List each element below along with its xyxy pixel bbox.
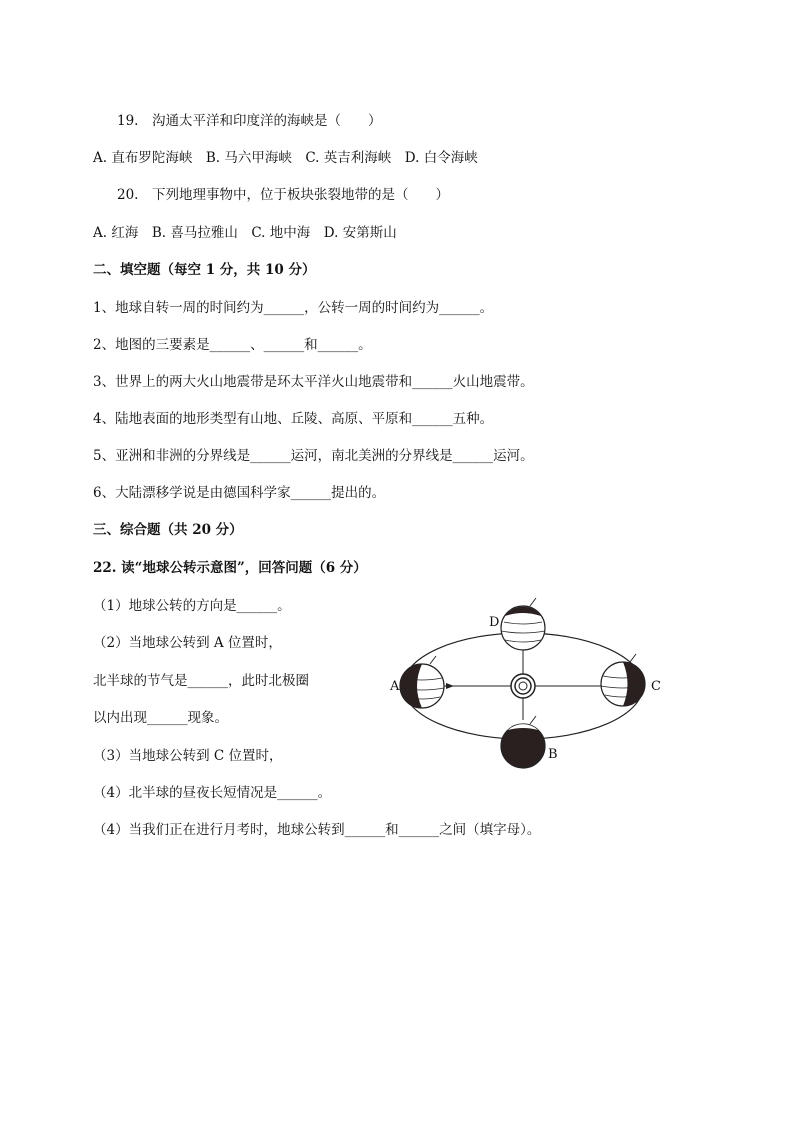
q19-text: 19. 沟通太平洋和印度洋的海峡是（ ） [117, 113, 382, 129]
label-b: B [548, 747, 558, 762]
fill-item-3: 3、世界上的两大火山地震带是环太平洋火山地震带和______火山地震带。 [93, 374, 534, 390]
fill-item-6: 6、大陆漂移学说是由德国科学家______提出的。 [93, 485, 386, 501]
earth-position-d [501, 598, 545, 650]
earth-revolution-diagram [380, 598, 670, 776]
q19-options: A. 直布罗陀海峡 B. 马六甲海峡 C. 英吉利海峡 D. 白令海峡 [93, 150, 478, 166]
sun-icon [511, 674, 535, 698]
q22-line-3: 北半球的节气是______，此时北极圈 [93, 673, 309, 689]
q22-title: 22. 读“地球公转示意图”，回答问题（6 分） [93, 560, 367, 576]
earth-position-b [501, 716, 545, 768]
q22-line-4: 以内出现______现象。 [93, 710, 228, 726]
q22-line-7: （4）当我们正在进行月考时，地球公转到______和______之间（填字母）。 [93, 822, 541, 838]
fill-item-2: 2、地图的三要素是______、______和______。 [93, 337, 372, 353]
earth-position-a [400, 656, 444, 708]
q20-text: 20. 下列地理事物中，位于板块张裂地带的是（ ） [117, 187, 449, 203]
fill-item-1: 1、地球自转一周的时间约为______，公转一周的时间约为______。 [93, 300, 494, 316]
direction-arrow [446, 683, 454, 689]
comp-section-heading: 三、综合题（共 20 分） [93, 522, 243, 538]
label-d: D [489, 615, 500, 630]
fill-section-heading: 二、填空题（每空 1 分，共 10 分） [93, 262, 316, 278]
fill-item-4: 4、陆地表面的地形类型有山地、丘陵、高原、平原和______五种。 [93, 411, 494, 427]
q20-options: A. 红海 B. 喜马拉雅山 C. 地中海 D. 安第斯山 [93, 225, 397, 241]
label-c: C [651, 679, 661, 694]
q22-line-6: （4）北半球的昼夜长短情况是______。 [93, 785, 332, 801]
q22-line-1: （1）地球公转的方向是______。 [93, 598, 291, 614]
earth-position-c [601, 654, 645, 706]
label-a: A [390, 679, 400, 694]
q22-line-2: （2）当地球公转到 A 位置时， [93, 635, 282, 651]
q22-line-5: （3）当地球公转到 C 位置时， [93, 748, 283, 764]
fill-item-5: 5、亚洲和非洲的分界线是______运河，南北美洲的分界线是______运河。 [93, 448, 534, 464]
